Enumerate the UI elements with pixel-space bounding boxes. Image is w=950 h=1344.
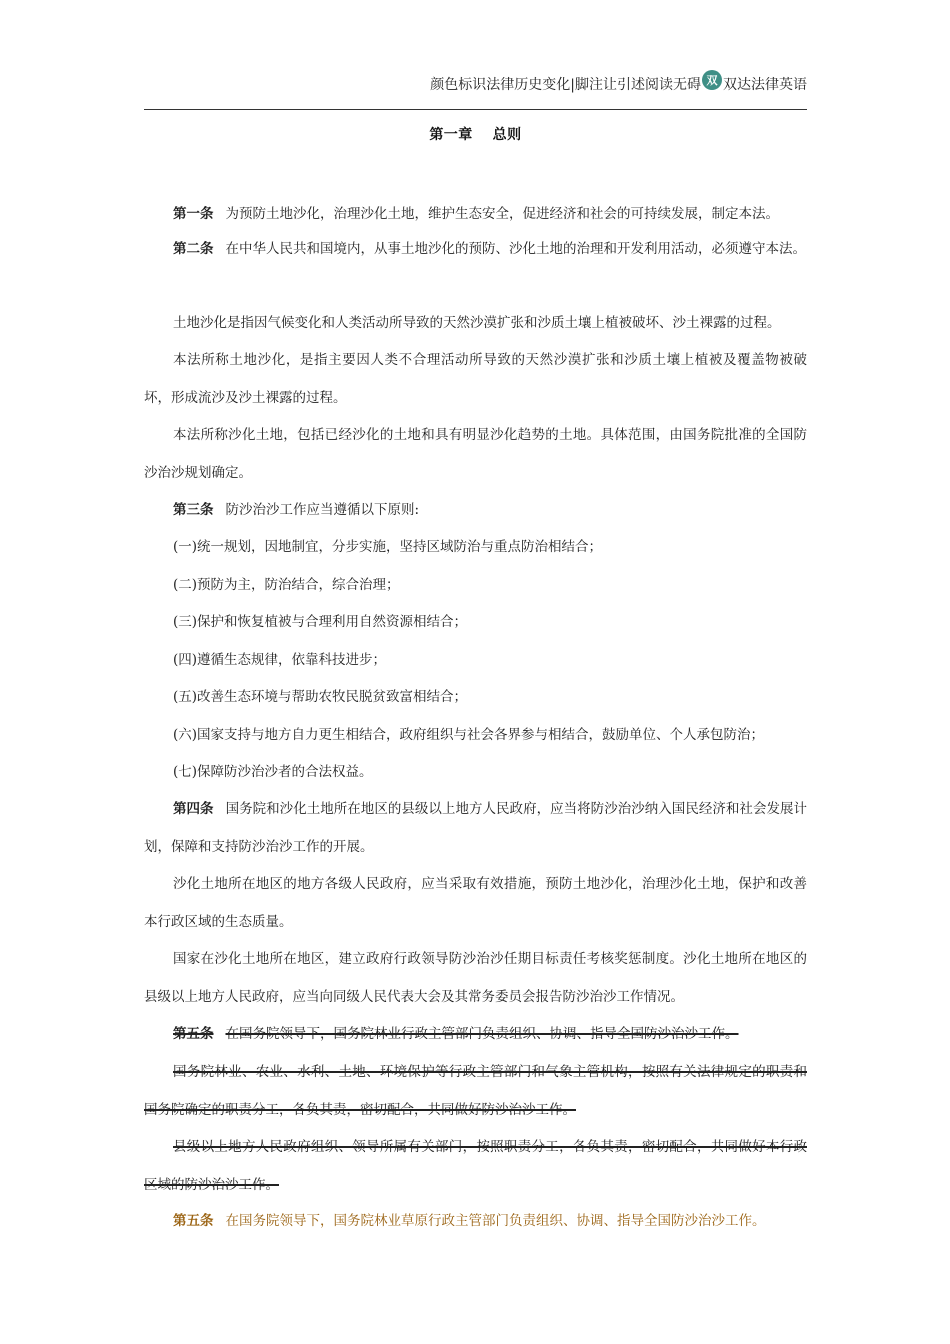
- paragraph-text: (四)遵循生态规律，依靠科技进步；: [173, 652, 387, 668]
- paragraph: [144, 341, 807, 417]
- list-item: [144, 603, 807, 641]
- paragraph-text: 在国务院领导下，国务院林业行政主管部门负责组织、协调、指导全国防沙治沙工作。: [225, 1026, 739, 1042]
- header-divider: [144, 109, 807, 110]
- repealed-paragraph: [144, 1128, 807, 1204]
- paragraph-text: (五)改善生态环境与帮助农牧民脱贫致富相结合；: [173, 689, 468, 705]
- paragraph-text: 土地沙化是指因气候变化和人类活动所导致的天然沙漠扩张和沙质土壤上植被破坏、沙土裸露的过程。: [173, 315, 781, 331]
- paragraph: [144, 865, 807, 941]
- repealed-paragraph: [144, 1053, 807, 1129]
- list-item: [144, 753, 807, 791]
- paragraph: [144, 491, 807, 529]
- list-item: [144, 716, 807, 754]
- page-header: [144, 66, 807, 102]
- paragraph-text: 县级以上地方人民政府组织、领导所属有关部门，按照职责分工，各负其责，密切配合，共同做好本行政区域的防沙治沙工作。: [144, 1139, 807, 1193]
- paragraph: [144, 230, 807, 268]
- brand-logo-icon: 双: [702, 70, 722, 90]
- paragraph-text: (七)保障防沙治沙者的合法权益。: [173, 764, 373, 780]
- paragraph: [144, 416, 807, 492]
- paragraph-text: 沙化土地所在地区的地方各级人民政府，应当采取有效措施，预防土地沙化，治理沙化土地，保护和改善本行政区域的生态质量。: [144, 876, 807, 930]
- article-number: 第四条: [173, 801, 214, 817]
- article-number: 第三条: [173, 502, 214, 518]
- article-number: 第五条: [173, 1213, 214, 1229]
- paragraph: [144, 195, 807, 233]
- list-item: [144, 641, 807, 679]
- paragraph-text: 本法所称沙化土地，包括已经沙化的土地和具有明显沙化趋势的土地。具体范围，由国务院批准的全国防沙治沙规划确定。: [144, 427, 807, 481]
- paragraph-text: 本法所称土地沙化，是指主要因人类不合理活动所导致的天然沙漠扩张和沙质土壤上植被及覆盖物被破坏，形成流沙及沙土裸露的过程。: [144, 352, 807, 406]
- paragraph: [144, 940, 807, 1016]
- amended-paragraph: [144, 1202, 807, 1240]
- list-item: [144, 678, 807, 716]
- paragraph-text: 在中华人民共和国境内，从事土地沙化的预防、沙化土地的治理和开发利用活动，必须遵守本法。: [225, 241, 806, 257]
- list-item: [144, 566, 807, 604]
- paragraph-text: 国家在沙化土地所在地区，建立政府行政领导防沙治沙任期目标责任考核奖惩制度。沙化土地所在地区的县级以上地方人民政府，应当向同级人民代表大会及其常务委员会报告防沙治沙工作情况。: [144, 951, 807, 1005]
- paragraph-text: 国务院林业、农业、水利、土地、环境保护等行政主管部门和气象主管机构，按照有关法律规定的职责和国务院确定的职责分工，各负其责，密切配合，共同做好防沙治沙工作。: [144, 1064, 807, 1118]
- article-number: 第五条: [173, 1026, 214, 1042]
- paragraph-text: (三)保护和恢复植被与合理利用自然资源相结合；: [173, 614, 468, 630]
- article-number: 第二条: [173, 241, 214, 257]
- paragraph: [144, 304, 807, 342]
- repealed-paragraph: [144, 1015, 807, 1053]
- paragraph-text: (二)预防为主，防治结合，综合治理；: [173, 577, 400, 593]
- list-item: [144, 528, 807, 566]
- paragraph-text: 在国务院领导下，国务院林业草原行政主管部门负责组织、协调、指导全国防沙治沙工作。: [225, 1213, 766, 1229]
- article-number: 第一条: [173, 206, 214, 222]
- paragraph-text: 防沙治沙工作应当遵循以下原则:: [225, 502, 420, 518]
- paragraph-text: (六)国家支持与地方自力更生相结合，政府组织与社会各界参与相结合，鼓励单位、个人承包防治；: [173, 727, 765, 743]
- paragraph-text: 为预防土地沙化，治理沙化土地，维护生态安全，促进经济和社会的可持续发展，制定本法。: [225, 206, 779, 222]
- paragraph-text: (一)统一规划，因地制宜，分步实施，坚持区域防治与重点防治相结合；: [173, 539, 603, 555]
- paragraph-text: 国务院和沙化土地所在地区的县级以上地方人民政府，应当将防沙治沙纳入国民经济和社会发展计划，保障和支持防沙治沙工作的开展。: [144, 801, 808, 855]
- header-tagline: 颜色标识法律历史变化|脚注让引述阅读无碍: [430, 77, 701, 93]
- chapter-title: 第一章 总则: [429, 127, 522, 143]
- header-brand: 双达法律英语: [723, 77, 807, 93]
- paragraph: [144, 790, 807, 866]
